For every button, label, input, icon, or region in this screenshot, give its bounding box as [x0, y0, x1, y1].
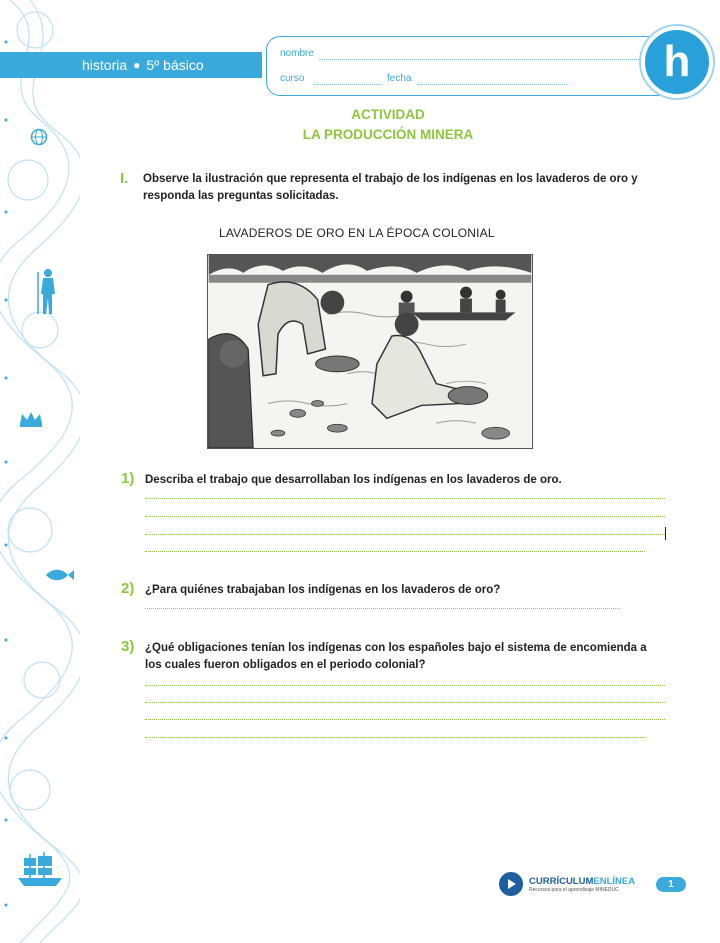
- grade-label: 5º básico: [146, 57, 204, 73]
- illustration-caption: LAVADEROS DE ORO EN LA ÉPOCA COLONIAL: [219, 226, 495, 240]
- fish-icon: [44, 568, 74, 582]
- question-1-number: 1): [121, 470, 135, 487]
- date-label: fecha: [387, 73, 412, 84]
- question-3-answer-line-4[interactable]: [145, 737, 645, 738]
- section-i-text-line2: responda las preguntas solicitadas.: [143, 190, 339, 202]
- subject-label: historia: [82, 57, 128, 73]
- play-icon: [499, 872, 523, 896]
- brand-part2: ENLÍNEA: [593, 875, 636, 887]
- activity-title: ACTIVIDAD: [351, 107, 425, 122]
- question-1-answer-line-4[interactable]: [145, 551, 645, 552]
- text-cursor: [665, 527, 666, 540]
- question-3-number: 3): [121, 638, 135, 655]
- course-label: curso: [280, 73, 305, 84]
- course-field[interactable]: [313, 84, 381, 85]
- historia-logo: h: [641, 26, 713, 98]
- crown-icon: [18, 410, 44, 428]
- brand-text: [529, 876, 635, 893]
- section-i-text-line1: Observe la ilustración que representa el trabajo de los indígenas en los lavaderos de oro y: [143, 173, 638, 185]
- question-1-answer-line-3[interactable]: [145, 534, 665, 535]
- question-3-text-line2: los cuales fueron obligados en el periodo colonial?: [145, 659, 426, 671]
- question-3-answer-line-1[interactable]: [145, 685, 665, 686]
- question-2-text: ¿Para quiénes trabajaban los indígenas en los lavaderos de oro?: [145, 584, 501, 596]
- ship-icon: [14, 850, 66, 890]
- bullet-separator: ●: [133, 58, 141, 72]
- name-field[interactable]: [319, 59, 639, 60]
- subject-grade-bar: [0, 52, 262, 78]
- curriculum-en-linea-logo: [499, 872, 635, 896]
- question-3-text-line1: ¿Qué obligaciones tenían los indígenas con los españoles bajo el sistema de encomienda a: [145, 642, 647, 654]
- gold-washing-illustration: [207, 254, 533, 449]
- section-i-number: I.: [120, 170, 129, 187]
- brand-part1: CURRÍCULUM: [529, 875, 594, 887]
- question-2-number: 2): [121, 580, 135, 597]
- question-1-answer-line-1[interactable]: [145, 498, 665, 499]
- explorer-figure-icon: [34, 268, 60, 316]
- brand-subtitle: Recursos para el aprendizaje MINEDUC: [529, 886, 619, 893]
- page-number-badge: 1: [656, 877, 686, 892]
- activity-subtitle: LA PRODUCCIÓN MINERA: [302, 127, 474, 142]
- question-1-answer-line-2[interactable]: [145, 516, 665, 517]
- question-3-answer-line-2[interactable]: [145, 702, 665, 703]
- date-field[interactable]: [417, 84, 567, 85]
- question-1-text: Describa el trabajo que desarrollaban los indígenas en los lavaderos de oro.: [145, 474, 562, 486]
- student-info-box: [266, 36, 676, 96]
- question-3-answer-line-3[interactable]: [145, 719, 665, 720]
- name-label: nombre: [280, 48, 314, 59]
- question-2-answer-line-1[interactable]: [145, 608, 620, 609]
